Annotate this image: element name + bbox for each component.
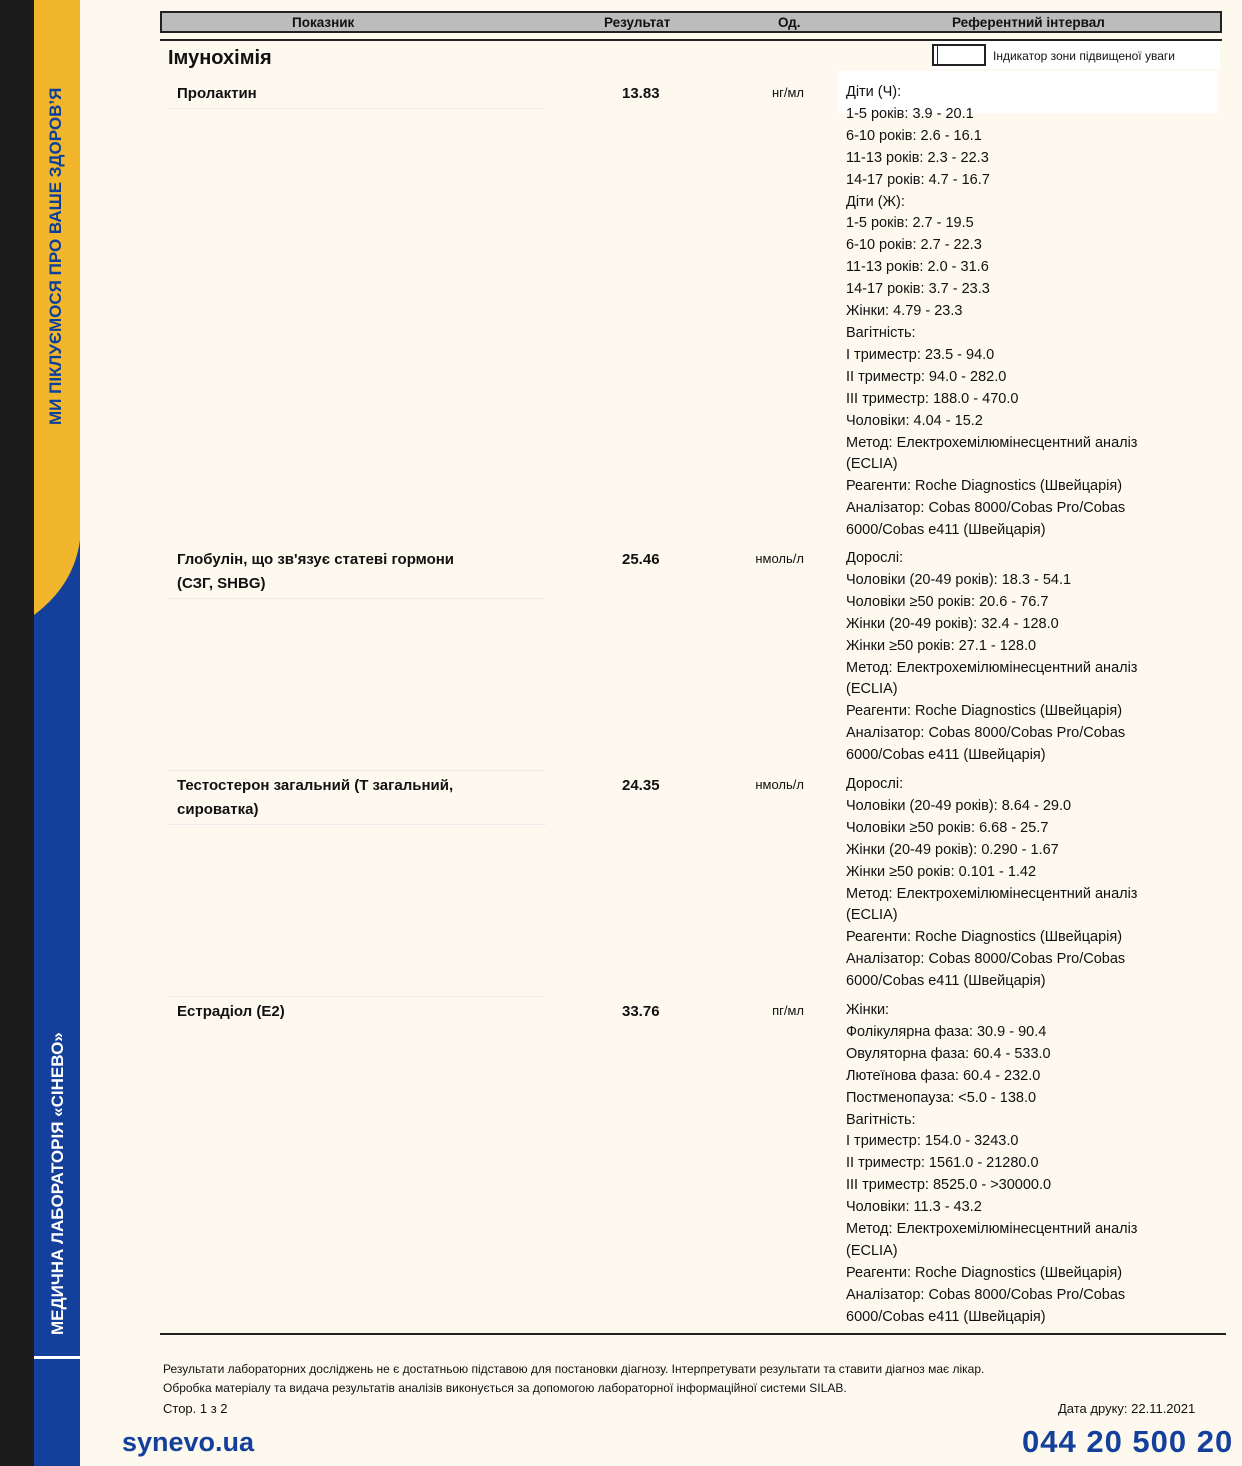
section-title: Імунохімія — [168, 47, 272, 69]
name-underline — [168, 824, 546, 825]
test-reference: Дорослі: Чоловіки (20-49 років): 18.3 - 54.1 Чоловіки ≥50 років: 20.6 - 76.7 Жінки (20-49 років): 32.4 - 128.0 Жінки ≥50 років: 27.1 - 128.0 Метод: Електрохемілюмінесцентний аналіз (ECLIA) Реагенти: Roche Diagnostics (Швейцарія) Аналізатор: Cobas 8000/Cobas Pro/Cobas 6000/Cobas e411 (Швейцарія) — [846, 550, 1138, 764]
test-unit: нмоль/л — [755, 551, 804, 566]
name-underline — [168, 598, 546, 599]
attention-indicator-box — [932, 44, 986, 66]
test-reference: Діти (Ч): 1-5 років: 3.9 - 20.1 6-10 років: 2.6 - 16.1 11-13 років: 2.3 - 22.3 14-17 років: 4.7 - 16.7 Діти (Ж): 1-5 років: 2.7 - 19.5 6-10 років: 2.7 - 22.3 11-13 років: 2.0 - 31.6 14-17 років: 3.7 - 23.3 Жінки: 4.79 - 23.3 Вагітність: I триместр: 23.5 - 94.0 II триместр: 94.0 - 282.0 III триместр: 188.0 - 470.0 Чоловіки: 4.04 - 15.2 Метод: Електрохемілюмінесцентний аналіз (ECLIA) Реагенти: Roche Diagnostics (Швейцарія) Аналізатор: Cobas 8000/Cobas Pro/Cobas 6000/Cobas e411 (Швейцарія) — [846, 84, 1138, 539]
disclaimer-line-2: Обробка матеріалу та видача результатів аналізів виконується за допомогою лабораторної інформаційної системи SILAB. — [163, 1381, 847, 1395]
page-number: Стор. 1 з 2 — [163, 1401, 228, 1416]
left-dark-strip — [0, 0, 34, 1466]
test-value: 33.76 — [622, 1003, 660, 1020]
test-unit: нмоль/л — [755, 777, 804, 792]
test-reference: Жінки: Фолікулярна фаза: 30.9 - 90.4 Овуляторна фаза: 60.4 - 533.0 Лютеїнова фаза: 60.4 - 232.0 Постменопауза: <5.0 - 138.0 Вагітність: I триместр: 154.0 - 3243.0 II триместр: 1561.0 - 21280.0 III триместр: 8525.0 - >30000.0 Чоловіки: 11.3 - 43.2 Метод: Електрохемілюмінесцентний аналіз (ECLIA) Реагенти: Roche Diagnostics (Швейцарія) Аналізатор: Cobas 8000/Cobas Pro/Cobas 6000/Cobas e411 (Швейцарія) — [846, 1002, 1138, 1325]
attention-indicator-legend — [932, 41, 1220, 69]
print-date: Дата друку: 22.11.2021 — [1058, 1401, 1196, 1416]
name-underline — [168, 108, 546, 109]
test-unit: пг/мл — [772, 1003, 804, 1018]
website-link[interactable]: synevo.ua — [122, 1427, 255, 1457]
test-value: 25.46 — [622, 551, 660, 568]
attention-indicator-label: Індикатор зони підвищеної уваги — [993, 49, 1175, 63]
slogan-vertical-text: МИ ПІКЛУЄМОСЯ ПРО ВАШЕ ЗДОРОВ’Я — [46, 87, 65, 425]
header-result: Результат — [604, 15, 671, 30]
table-header — [160, 11, 1222, 33]
disclaimer-line-1: Результати лабораторних досліджень не є достатньою підставою для постановки діагнозу. Інтерпретувати результати та ставити діагноз має лікар. — [163, 1362, 985, 1376]
test-value: 24.35 — [622, 777, 660, 794]
name-overline — [168, 996, 546, 997]
test-reference: Дорослі: Чоловіки (20-49 років): 8.64 - 29.0 Чоловіки ≥50 років: 6.68 - 25.7 Жінки (20-49 років): 0.290 - 1.67 Жінки ≥50 років: 0.101 - 1.42 Метод: Електрохемілюмінесцентний аналіз (ECLIA) Реагенти: Roche Diagnostics (Швейцарія) Аналізатор: Cobas 8000/Cobas Pro/Cobas 6000/Cobas e411 (Швейцарія) — [846, 776, 1138, 990]
test-name: Тестостерон загальний (Т загальний, сироватка) — [177, 777, 454, 818]
lab-name-vertical-text: МЕДИЧНА ЛАБОРАТОРІЯ «СІНЕВО» — [48, 1032, 67, 1335]
phone-number[interactable]: 044 20 500 20 — [1022, 1424, 1234, 1459]
header-unit: Од. — [778, 15, 801, 30]
header-name: Показник — [292, 15, 355, 30]
test-name: Пролактин — [177, 85, 257, 102]
bottom-divider — [160, 1333, 1226, 1335]
test-value: 13.83 — [622, 85, 660, 102]
test-name: Глобулін, що зв'язує статеві гормони (СЗГ, SHBG) — [177, 551, 455, 592]
name-overline — [168, 770, 546, 771]
test-name: Естрадіол (E2) — [177, 1003, 285, 1020]
test-unit: нг/мл — [771, 85, 804, 100]
header-reference: Референтний інтервал — [952, 15, 1105, 30]
section-header — [160, 39, 1222, 71]
